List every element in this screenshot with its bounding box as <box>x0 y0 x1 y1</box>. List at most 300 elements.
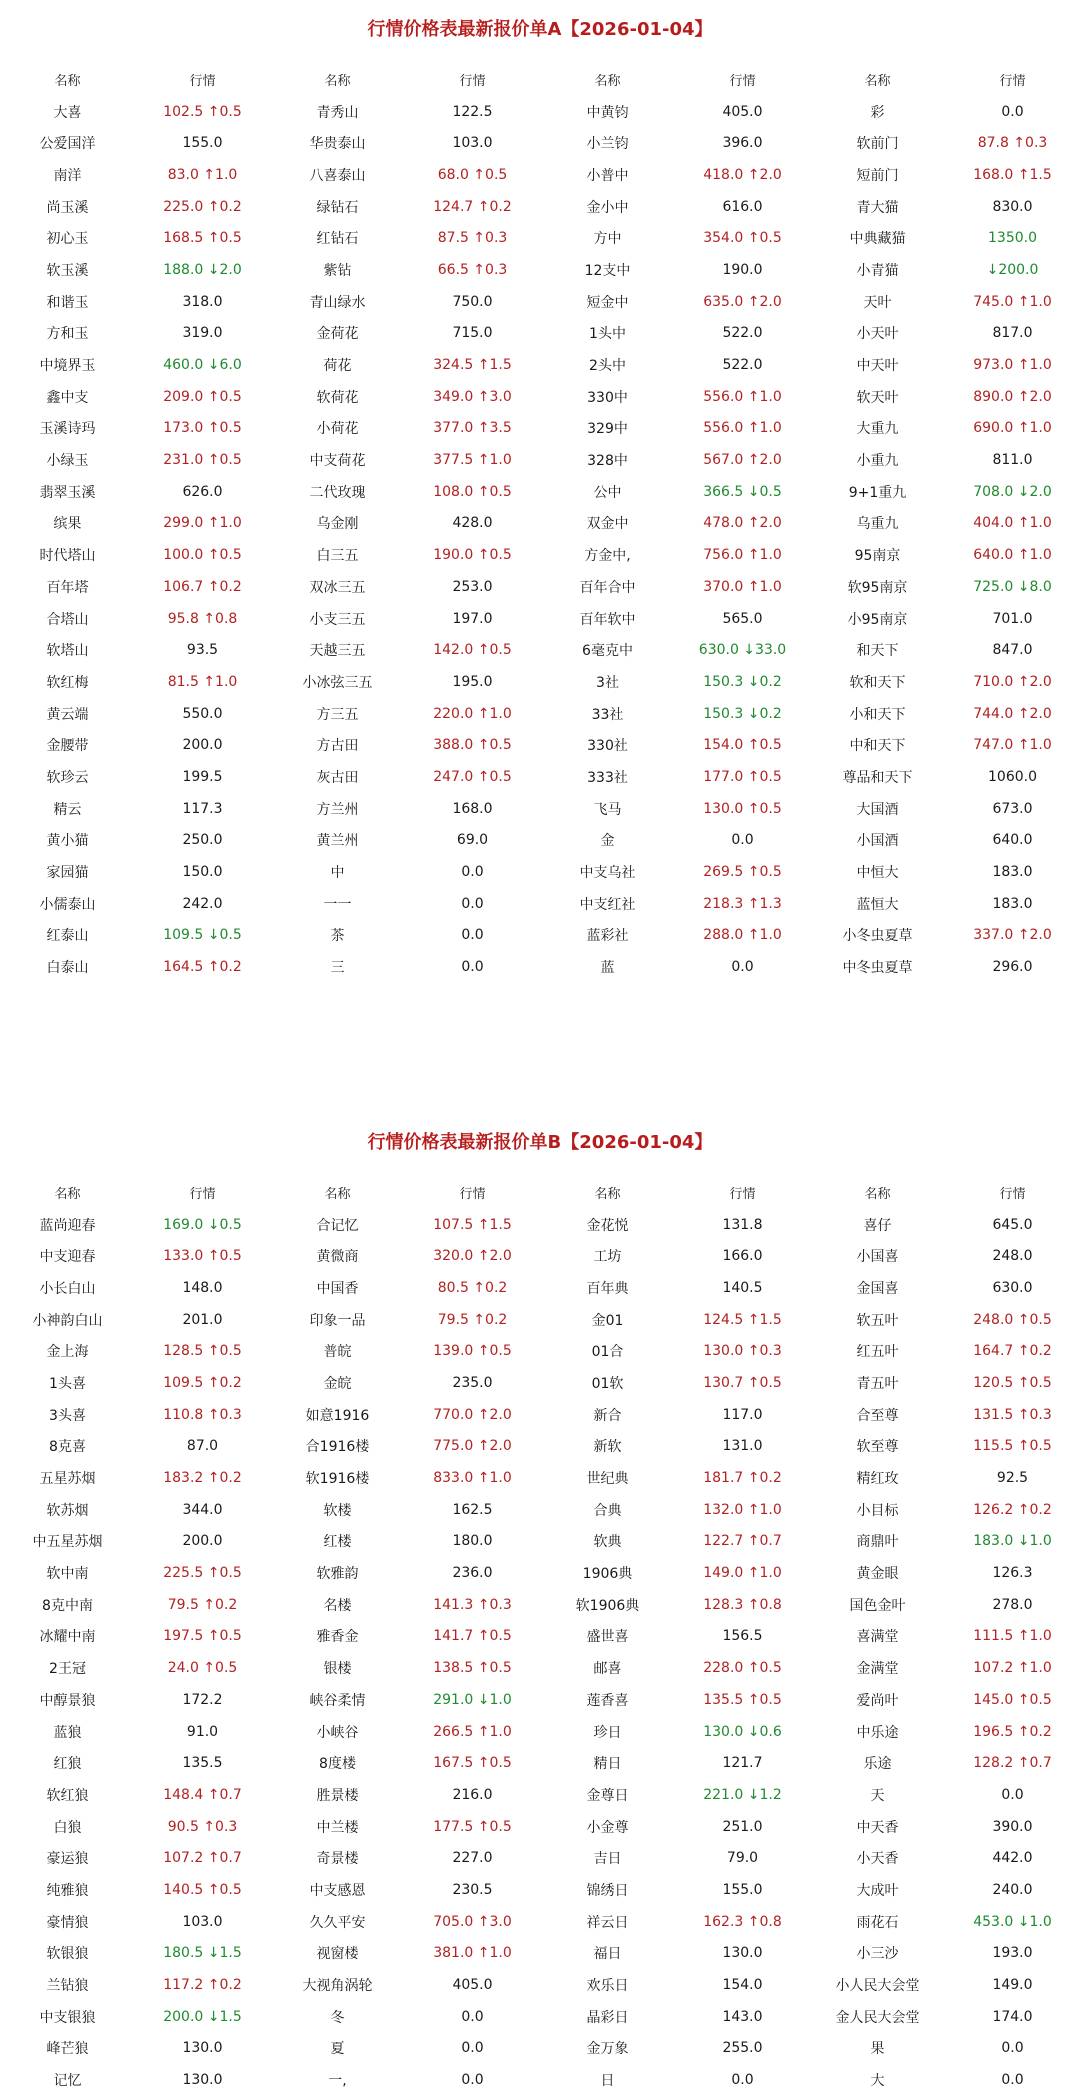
product-name: 中国香 <box>316 1280 359 1297</box>
product-name: 欢乐日 <box>586 1978 629 1995</box>
price-quote: 92.5 <box>996 1470 1029 1487</box>
price-quote: 830.0 <box>992 198 1033 215</box>
price-quote: 349.0 ↑3.0 <box>433 388 512 405</box>
column-header-name: 名称 <box>594 1187 621 1203</box>
product-name: 金万象 <box>586 2041 629 2058</box>
price-quote: 154.0 ↑0.5 <box>703 737 782 754</box>
product-name: 蓝 <box>600 960 615 977</box>
product-name: 中支乌社 <box>579 865 636 882</box>
price-quote: 0.0 <box>461 864 484 881</box>
price-quote: 135.5 <box>182 1755 223 1772</box>
column-header-name: 名称 <box>594 74 621 90</box>
product-name: 9+1重九 <box>848 484 907 501</box>
table-row <box>0 793 1080 825</box>
column-header-quote: 行情 <box>189 74 216 90</box>
price-quote: 556.0 ↑1.0 <box>703 420 782 437</box>
product-name: 方兰州 <box>316 801 359 818</box>
price-quote: 130.0 ↓0.6 <box>703 1723 782 1740</box>
price-quote: 291.0 ↓1.0 <box>433 1691 512 1708</box>
product-name: 五星苏烟 <box>39 1471 96 1488</box>
product-name: 小国酒 <box>856 833 899 850</box>
price-quote: 0.0 <box>461 2008 484 2025</box>
price-quote: 405.0 <box>722 103 763 120</box>
price-quote: 756.0 ↑1.0 <box>703 547 782 564</box>
product-name: 330社 <box>587 738 628 755</box>
price-quote: 183.0 ↓1.0 <box>973 1533 1052 1550</box>
price-quote: 80.5 ↑0.2 <box>437 1279 508 1296</box>
column-header-name: 名称 <box>324 74 351 90</box>
price-quote: 68.0 ↑0.5 <box>437 166 508 183</box>
price-quote: 135.5 ↑0.5 <box>703 1691 782 1708</box>
price-quote: 168.0 <box>452 800 493 817</box>
table-row <box>0 1209 1080 1241</box>
price-quote: 248.0 <box>992 1248 1033 1265</box>
product-name: 豪情狼 <box>46 1914 89 1931</box>
price-quote: 418.0 ↑2.0 <box>703 166 782 183</box>
price-quote: 269.5 ↑0.5 <box>703 864 782 881</box>
price-quote: 87.0 <box>186 1438 219 1455</box>
price-quote: 174.0 <box>992 2008 1033 2025</box>
product-name: 华贵泰山 <box>309 136 366 153</box>
product-name: 大成叶 <box>856 1882 899 1899</box>
price-quote: 143.0 <box>722 2008 763 2025</box>
price-quote: 288.0 ↑1.0 <box>703 927 782 944</box>
product-name: 夏 <box>330 2041 345 2058</box>
product-name: 金皖 <box>323 1375 352 1392</box>
table-row <box>0 254 1080 286</box>
price-quote: 133.0 ↑0.5 <box>163 1248 242 1265</box>
product-name: 尊品和天下 <box>842 769 913 786</box>
price-quote: 710.0 ↑2.0 <box>973 673 1052 690</box>
price-table <box>0 64 1080 983</box>
table-row <box>0 825 1080 857</box>
price-quote: 138.5 ↑0.5 <box>433 1660 512 1677</box>
column-header-quote: 行情 <box>729 74 756 90</box>
table-row <box>0 856 1080 888</box>
price-quote: 770.0 ↑2.0 <box>433 1406 512 1423</box>
price-quote: 0.0 <box>1001 2072 1024 2089</box>
price-quote: 166.0 <box>722 1248 763 1265</box>
price-quote: 120.5 ↑0.5 <box>973 1374 1052 1391</box>
table-row <box>0 920 1080 952</box>
product-name: 绿钻石 <box>316 199 359 216</box>
price-quote: 227.0 <box>452 1850 493 1867</box>
product-name: 白狼 <box>53 1819 82 1836</box>
price-quote: 550.0 <box>182 705 223 722</box>
price-quote: 248.0 ↑0.5 <box>973 1311 1052 1328</box>
product-name: 百年典 <box>586 1280 629 1297</box>
product-name: 软玉溪 <box>46 262 89 279</box>
product-name: 3头喜 <box>49 1407 86 1424</box>
product-name: 中天叶 <box>856 358 899 375</box>
price-quote: 130.0 <box>182 2040 223 2057</box>
price-quote: 255.0 <box>722 2040 763 2057</box>
table-row <box>0 1335 1080 1367</box>
price-quote: 701.0 <box>992 610 1033 627</box>
price-quote: 69.0 <box>456 832 489 849</box>
product-name: 蓝尚迎春 <box>39 1217 96 1234</box>
price-quote: 91.0 <box>186 1723 219 1740</box>
product-name: 兰钻狼 <box>46 1978 89 1995</box>
price-quote: 250.0 <box>182 832 223 849</box>
price-quote: 107.5 ↑1.5 <box>433 1216 512 1233</box>
product-name: 乌金刚 <box>316 516 359 533</box>
product-name: 日 <box>600 2073 615 2090</box>
price-quote: 673.0 <box>992 800 1033 817</box>
price-quote: 196.5 ↑0.2 <box>973 1723 1052 1740</box>
price-quote: 102.5 ↑0.5 <box>163 103 242 120</box>
table-row <box>0 413 1080 445</box>
price-quote: 150.3 ↓0.2 <box>703 673 782 690</box>
product-name: 小峡谷 <box>316 1724 359 1741</box>
price-quote: 115.5 ↑0.5 <box>973 1438 1052 1455</box>
table-row <box>0 1462 1080 1494</box>
product-name: 8克中南 <box>42 1597 93 1614</box>
price-quote: 183.2 ↑0.2 <box>163 1470 242 1487</box>
product-name: 三 <box>330 960 345 977</box>
product-name: 33社 <box>591 706 624 723</box>
price-quote: 522.0 <box>722 357 763 374</box>
product-name: 小重九 <box>856 453 899 470</box>
product-name: 家园猫 <box>46 865 89 882</box>
price-quote: 93.5 <box>186 642 219 659</box>
product-name: 时代塔山 <box>39 548 96 565</box>
price-quote: 216.0 <box>452 1786 493 1803</box>
price-quote: 155.0 <box>182 135 223 152</box>
price-quote: 0.0 <box>731 959 754 976</box>
price-quote: 0.0 <box>731 832 754 849</box>
product-name: 红五叶 <box>856 1344 899 1361</box>
table-row <box>0 191 1080 223</box>
price-quote: 150.3 ↓0.2 <box>703 705 782 722</box>
price-quote: 131.0 <box>722 1438 763 1455</box>
product-name: 合塔山 <box>46 611 89 628</box>
product-name: 01软 <box>591 1375 624 1392</box>
product-name: 银楼 <box>323 1661 352 1678</box>
product-name: 小95南京 <box>847 611 908 628</box>
product-name: 和天下 <box>856 643 899 660</box>
product-name: 黄微商 <box>316 1249 359 1266</box>
product-name: 一, <box>328 2073 347 2090</box>
price-quote: 390.0 <box>992 1818 1033 1835</box>
column-header-name: 名称 <box>324 1187 351 1203</box>
price-quote: 126.2 ↑0.2 <box>973 1501 1052 1518</box>
product-name: 喜满堂 <box>856 1629 899 1646</box>
price-quote: 296.0 <box>992 959 1033 976</box>
product-name: 合至尊 <box>856 1407 899 1424</box>
column-header-quote: 行情 <box>189 1187 216 1203</box>
product-name: 青大猫 <box>856 199 899 216</box>
price-quote: 278.0 <box>992 1596 1033 1613</box>
price-quote: 725.0 ↓8.0 <box>973 578 1052 595</box>
price-quote: 124.5 ↑1.5 <box>703 1311 782 1328</box>
product-name: 鑫中支 <box>46 389 89 406</box>
price-quote: 109.5 ↑0.2 <box>163 1374 242 1391</box>
price-quote: 141.3 ↑0.3 <box>433 1596 512 1613</box>
price-quote: 148.4 ↑0.7 <box>163 1786 242 1803</box>
product-name: 爱尚叶 <box>856 1692 899 1709</box>
product-name: 6毫克中 <box>582 643 633 660</box>
price-quote: 183.0 <box>992 864 1033 881</box>
price-quote: 453.0 ↓1.0 <box>973 1913 1052 1930</box>
product-name: 小荷花 <box>316 421 359 438</box>
product-name: 软红梅 <box>46 674 89 691</box>
product-name: 软95南京 <box>847 579 908 596</box>
price-quote: 149.0 <box>992 1977 1033 1994</box>
product-name: 灰古田 <box>316 769 359 786</box>
price-quote: 235.0 <box>452 1374 493 1391</box>
price-quote: 0.0 <box>461 927 484 944</box>
product-name: 软塔山 <box>46 643 89 660</box>
product-name: 小支三五 <box>309 611 366 628</box>
table-row <box>0 951 1080 983</box>
product-name: 小天叶 <box>856 326 899 343</box>
product-name: 中黄钧 <box>586 104 629 121</box>
product-name: 软前门 <box>856 136 899 153</box>
product-name: 如意1916 <box>305 1407 370 1424</box>
table-row <box>0 508 1080 540</box>
product-name: 1头中 <box>589 326 626 343</box>
product-name: 软1906典 <box>575 1597 640 1614</box>
product-name: 短金中 <box>586 294 629 311</box>
product-name: 彩 <box>870 104 885 121</box>
price-quote: 142.0 ↑0.5 <box>433 642 512 659</box>
product-name: 中支迎春 <box>39 1249 96 1266</box>
product-name: 黄兰州 <box>316 833 359 850</box>
table-row <box>0 1779 1080 1811</box>
product-name: 中兰楼 <box>316 1819 359 1836</box>
price-quote: 745.0 ↑1.0 <box>973 293 1052 310</box>
product-name: 金01 <box>591 1312 624 1329</box>
product-name: 小天香 <box>856 1851 899 1868</box>
product-name: 一一 <box>323 896 352 913</box>
table-row <box>0 444 1080 476</box>
product-name: 中冬虫夏草 <box>842 960 913 977</box>
product-name: 软1916楼 <box>305 1471 370 1488</box>
product-name: 乌重九 <box>856 516 899 533</box>
price-quote: 103.0 <box>182 1913 223 1930</box>
price-quote: 645.0 <box>992 1216 1033 1233</box>
price-quote: 744.0 ↑2.0 <box>973 705 1052 722</box>
price-quote: 247.0 ↑0.5 <box>433 768 512 785</box>
product-name: 红钻石 <box>316 231 359 248</box>
product-name: 喜仔 <box>863 1217 892 1234</box>
price-quote: 199.5 <box>182 768 223 785</box>
product-name: 红楼 <box>323 1534 352 1551</box>
product-name: 双金中 <box>586 516 629 533</box>
product-name: 天叶 <box>863 294 892 311</box>
product-name: 小兰钧 <box>586 136 629 153</box>
price-quote: 109.5 ↓0.5 <box>163 927 242 944</box>
table-row <box>0 1684 1080 1716</box>
price-quote: 197.5 ↑0.5 <box>163 1628 242 1645</box>
price-quote: 128.3 ↑0.8 <box>703 1596 782 1613</box>
column-header-quote: 行情 <box>999 74 1026 90</box>
product-name: 红狼 <box>53 1756 82 1773</box>
product-name: 莲香喜 <box>586 1692 629 1709</box>
price-quote: 220.0 ↑1.0 <box>433 705 512 722</box>
product-name: 软雅韵 <box>316 1566 359 1583</box>
price-quote: 377.5 ↑1.0 <box>433 452 512 469</box>
product-name: 软银狼 <box>46 1946 89 1963</box>
product-name: 冬 <box>330 2009 345 2026</box>
product-name: 百年软中 <box>579 611 636 628</box>
table-row <box>0 1589 1080 1621</box>
table-row <box>0 1906 1080 1938</box>
price-quote: 162.5 <box>452 1501 493 1518</box>
product-name: 茶 <box>330 928 345 945</box>
product-name: 盛世喜 <box>586 1629 629 1646</box>
table-row <box>0 1304 1080 1336</box>
table-row <box>0 729 1080 761</box>
price-quote: 218.3 ↑1.3 <box>703 895 782 912</box>
price-quote: 478.0 ↑2.0 <box>703 515 782 532</box>
product-name: 小冰弦三五 <box>302 674 373 691</box>
product-name: 冰耀中南 <box>39 1629 96 1646</box>
table-row <box>0 159 1080 191</box>
product-name: 短前门 <box>856 167 899 184</box>
table-row <box>0 222 1080 254</box>
table-row <box>0 666 1080 698</box>
product-name: 纯雅狼 <box>46 1882 89 1899</box>
product-name: 大喜 <box>53 104 82 121</box>
price-quote: 130.0 <box>722 1945 763 1962</box>
price-quote: 79.0 <box>726 1850 759 1867</box>
price-quote: 370.0 ↑1.0 <box>703 578 782 595</box>
product-name: 珍日 <box>593 1724 622 1741</box>
price-quote: 225.5 ↑0.5 <box>163 1565 242 1582</box>
price-quote: 708.0 ↓2.0 <box>973 483 1052 500</box>
product-name: 大视角涡轮 <box>302 1978 373 1995</box>
product-name: 百年塔 <box>46 579 89 596</box>
price-quote: 705.0 ↑3.0 <box>433 1913 512 1930</box>
price-quote: ↓200.0 <box>986 261 1039 278</box>
product-name: 青五叶 <box>856 1375 899 1392</box>
table-row <box>0 603 1080 635</box>
price-quote: 811.0 <box>992 452 1033 469</box>
product-name: 中乐途 <box>856 1724 899 1741</box>
price-quote: 405.0 <box>452 1977 493 1994</box>
price-quote: 169.0 ↓0.5 <box>163 1216 242 1233</box>
price-quote: 111.5 ↑1.0 <box>973 1628 1052 1645</box>
product-name: 翡翠玉溪 <box>39 484 96 501</box>
product-name: 印象一品 <box>309 1312 366 1329</box>
price-quote: 168.0 ↑1.5 <box>973 166 1052 183</box>
product-name: 紫钻 <box>323 262 352 279</box>
product-name: 大重九 <box>856 421 899 438</box>
price-quote: 817.0 <box>992 325 1033 342</box>
product-name: 合典 <box>593 1502 622 1519</box>
price-quote: 83.0 ↑1.0 <box>167 166 238 183</box>
product-name: 黄云端 <box>46 706 89 723</box>
product-name: 2头中 <box>589 358 626 375</box>
price-quote: 0.0 <box>1001 103 1024 120</box>
product-name: 软中南 <box>46 1566 89 1583</box>
price-quote: 167.5 ↑0.5 <box>433 1755 512 1772</box>
table-row <box>0 761 1080 793</box>
product-name: 小目标 <box>856 1502 899 1519</box>
product-name: 软红狼 <box>46 1787 89 1804</box>
product-name: 蓝恒大 <box>856 896 899 913</box>
price-quote: 130.0 <box>182 2072 223 2089</box>
product-name: 国色金叶 <box>849 1597 906 1614</box>
price-quote: 266.5 ↑1.0 <box>433 1723 512 1740</box>
price-quote: 100.0 ↑0.5 <box>163 547 242 564</box>
product-name: 奇景楼 <box>316 1851 359 1868</box>
table-row <box>0 1874 1080 1906</box>
product-name: 双冰三五 <box>309 579 366 596</box>
product-name: 方三五 <box>316 706 359 723</box>
product-name: 精红玫 <box>856 1471 899 1488</box>
table-row <box>0 1716 1080 1748</box>
price-quote: 324.5 ↑1.5 <box>433 357 512 374</box>
product-name: 红泰山 <box>46 928 89 945</box>
product-name: 普皖 <box>323 1344 352 1361</box>
product-name: 新软 <box>593 1439 622 1456</box>
price-quote: 121.7 <box>722 1755 763 1772</box>
product-name: 软楼 <box>323 1502 352 1519</box>
product-name: 小三沙 <box>856 1946 899 1963</box>
price-quote: 126.3 <box>992 1565 1033 1582</box>
table-row <box>0 1969 1080 2001</box>
product-name: 小青猫 <box>856 262 899 279</box>
price-quote: 197.0 <box>452 610 493 627</box>
product-name: 乐途 <box>863 1756 892 1773</box>
price-quote: 381.0 ↑1.0 <box>433 1945 512 1962</box>
price-quote: 0.0 <box>461 2072 484 2089</box>
product-name: 小金尊 <box>586 1819 629 1836</box>
table-row <box>0 1938 1080 1970</box>
column-header-name: 名称 <box>864 1187 891 1203</box>
price-quote: 556.0 ↑1.0 <box>703 388 782 405</box>
price-quote: 0.0 <box>1001 1786 1024 1803</box>
product-name: 软天叶 <box>856 389 899 406</box>
table-row <box>0 1431 1080 1463</box>
product-name: 福日 <box>593 1946 622 1963</box>
price-quote: 132.0 ↑1.0 <box>703 1501 782 1518</box>
price-quote: 0.0 <box>461 895 484 912</box>
product-name: 精云 <box>53 801 82 818</box>
product-name: 果 <box>870 2041 885 2058</box>
product-name: 雨花石 <box>856 1914 899 1931</box>
product-name: 小长白山 <box>39 1280 96 1297</box>
product-name: 中支红社 <box>579 896 636 913</box>
product-name: 软荷花 <box>316 389 359 406</box>
price-quote: 103.0 <box>452 135 493 152</box>
product-name: 金荷花 <box>316 326 359 343</box>
price-quote: 209.0 ↑0.5 <box>163 388 242 405</box>
product-name: 金上海 <box>46 1344 89 1361</box>
product-name: 小普中 <box>586 167 629 184</box>
price-quote: 150.0 <box>182 864 223 881</box>
product-name: 8克喜 <box>49 1439 86 1456</box>
product-name: 小冬虫夏草 <box>842 928 913 945</box>
price-quote: 626.0 <box>182 483 223 500</box>
table-row <box>0 2064 1080 2096</box>
product-name: 金人民大会堂 <box>835 2009 920 2026</box>
price-quote: 117.0 <box>722 1406 763 1423</box>
price-quote: 200.0 <box>182 737 223 754</box>
price-quote: 833.0 ↑1.0 <box>433 1470 512 1487</box>
product-name: 豪运狼 <box>46 1851 89 1868</box>
price-quote: 188.0 ↓2.0 <box>163 261 242 278</box>
product-name: 锦绣日 <box>586 1882 629 1899</box>
price-quote: 377.0 ↑3.5 <box>433 420 512 437</box>
table-row <box>0 698 1080 730</box>
price-quote: 442.0 <box>992 1850 1033 1867</box>
product-name: 金满堂 <box>856 1661 899 1678</box>
table-row <box>0 1842 1080 1874</box>
